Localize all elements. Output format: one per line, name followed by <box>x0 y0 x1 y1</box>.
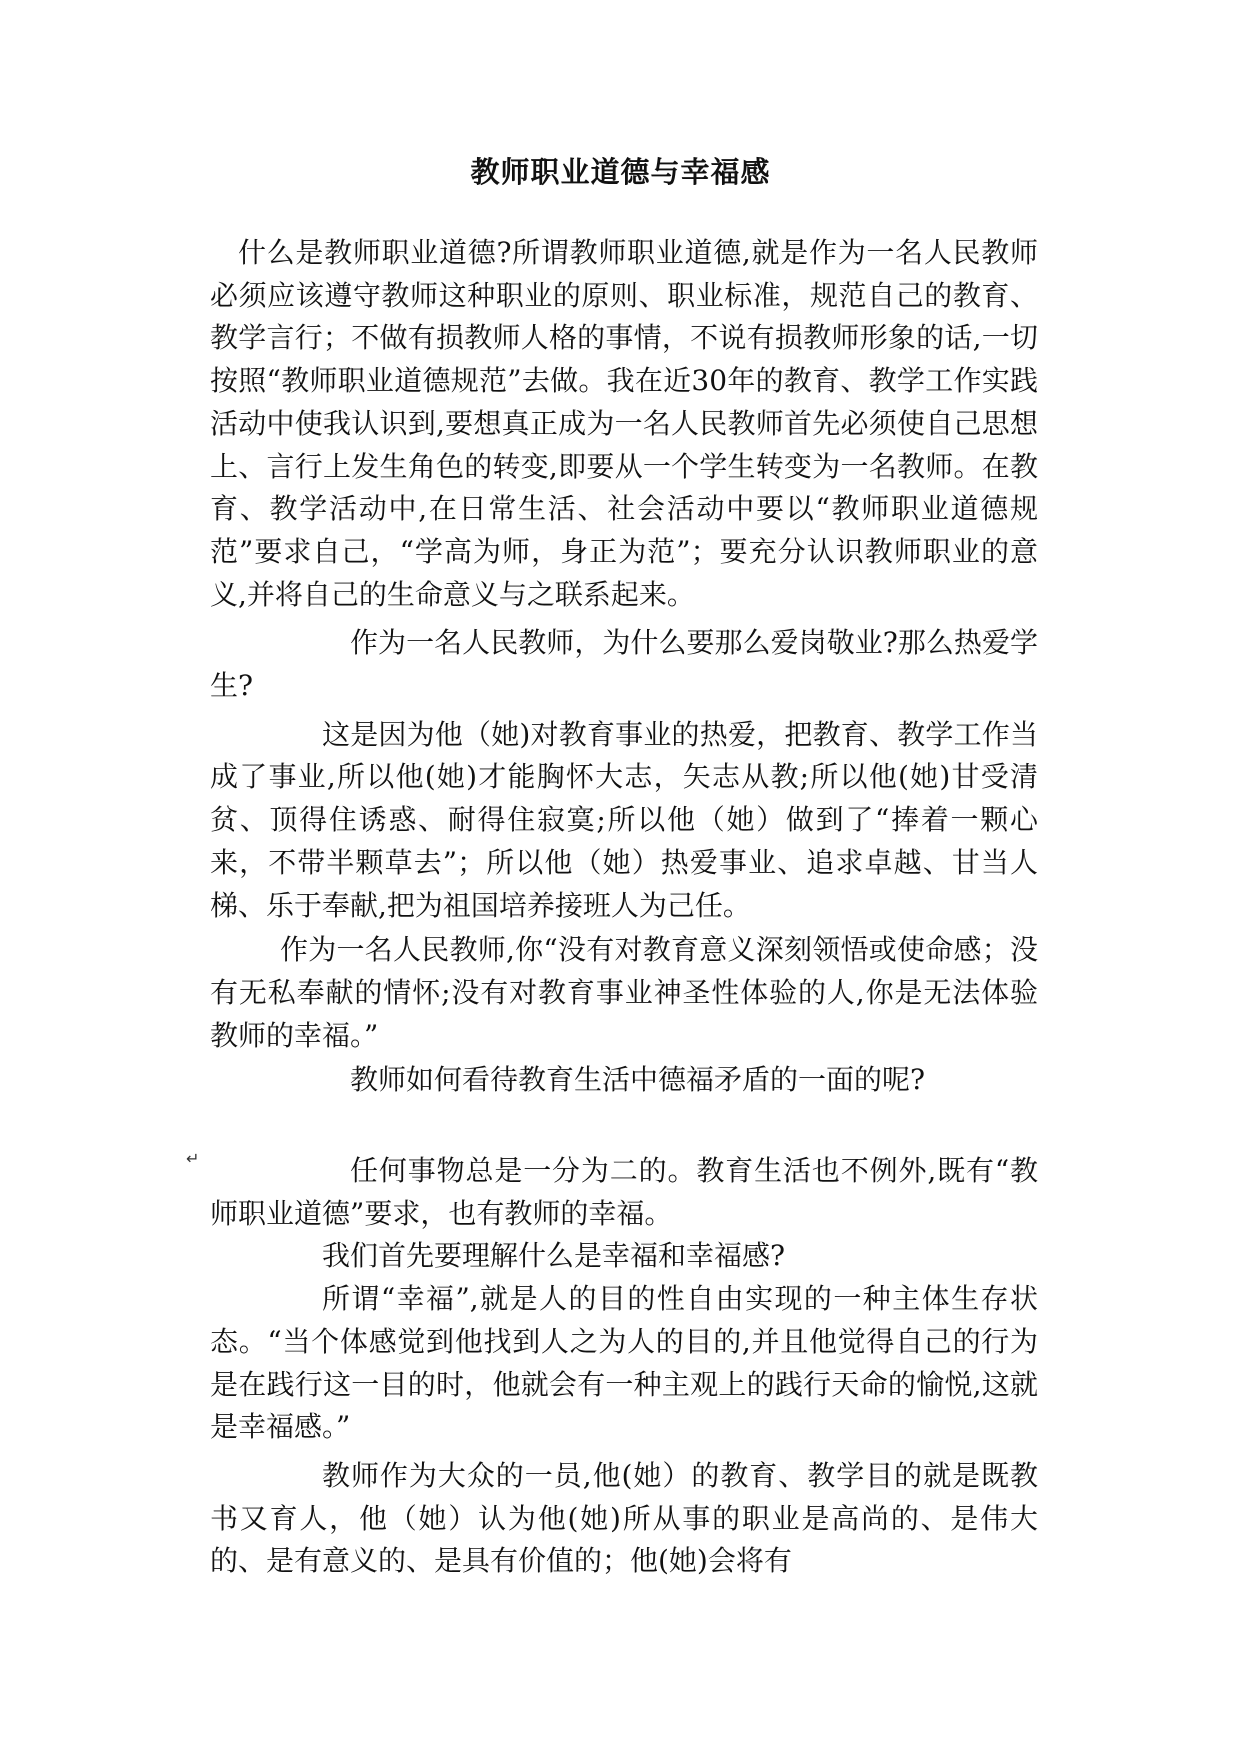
paragraph-9: 教师作为大众的一员,他(她）的教育、教学目的就是既教书又育人，他（她）认为他(她)所从事的职业是高尚的、是伟大的、是有意义的、是具有价值的；他(她)会将有 <box>210 1458 1038 1578</box>
paragraph-8: 所谓“幸福”,就是人的目的性自由实现的一种主体生存状态。“当个体感觉到他找到人之为人的目的,并且他觉得自己的行为是在践行这一目的时，他就会有一种主观上的践行天命的愉悦,这就是幸福感。” <box>210 1282 1038 1444</box>
paragraph-5: 教师如何看待教育生活中德福矛盾的一面的呢? <box>350 1063 926 1097</box>
paragraph-3: 这是因为他（她)对教育事业的热爱，把教育、教学工作当成了事业,所以他(她)才能胸怀大志，矢志从教;所以他(她)甘受清贫、顶得住诱惑、耐得住寂寞;所以他（她）做到了“捧着一颗心来，不带半颗草去”；所以他（她）热爱事业、追求卓越、甘当人梯、乐于奉献,把为祖国培养接班人为己任。 <box>210 717 1038 922</box>
paragraph-6: 任何事物总是一分为二的。教育生活也不例外,既有“教师职业道德”要求，也有教师的幸福。 <box>210 1154 1038 1230</box>
paragraph-1: 什么是教师职业道德?所谓教师职业道德,就是作为一名人民教师必须应该遵守教师这种职业的原则、职业标准，规范自己的教育、教学言行；不做有损教师人格的事情，不说有损教师形象的话,一切按照“教师职业道德规范”去做。我在近30年的教育、教学工作实践活动中使我认识到,要想真正成为一名人民教师首先必须使自己思想上、言行上发生角色的转变,即要从一个学生转变为一名教师。在教育、教学活动中,在日常生活、社会活动中要以“教师职业道德规范”要求自己，“学高为师，身正为范”；要充分认识教师职业的意义,并将自己的生命意义与之联系起来。 <box>210 236 1038 611</box>
paragraph-mark-icon: ↵ <box>186 1149 200 1168</box>
paragraph-2: 作为一名人民教师，为什么要那么爱岗敬业?那么热爱学生? <box>210 626 1038 703</box>
document-title: 教师职业道德与幸福感 <box>470 155 771 189</box>
paragraph-7: 我们首先要理解什么是幸福和幸福感? <box>322 1239 786 1273</box>
document-body <box>210 232 1038 1583</box>
paragraph-4: 作为一名人民教师,你“没有对教育意义深刻领悟或使命感；没有无私奉献的情怀;没有对教育事业神圣性体验的人,你是无法体验教师的幸福。” <box>210 933 1038 1052</box>
